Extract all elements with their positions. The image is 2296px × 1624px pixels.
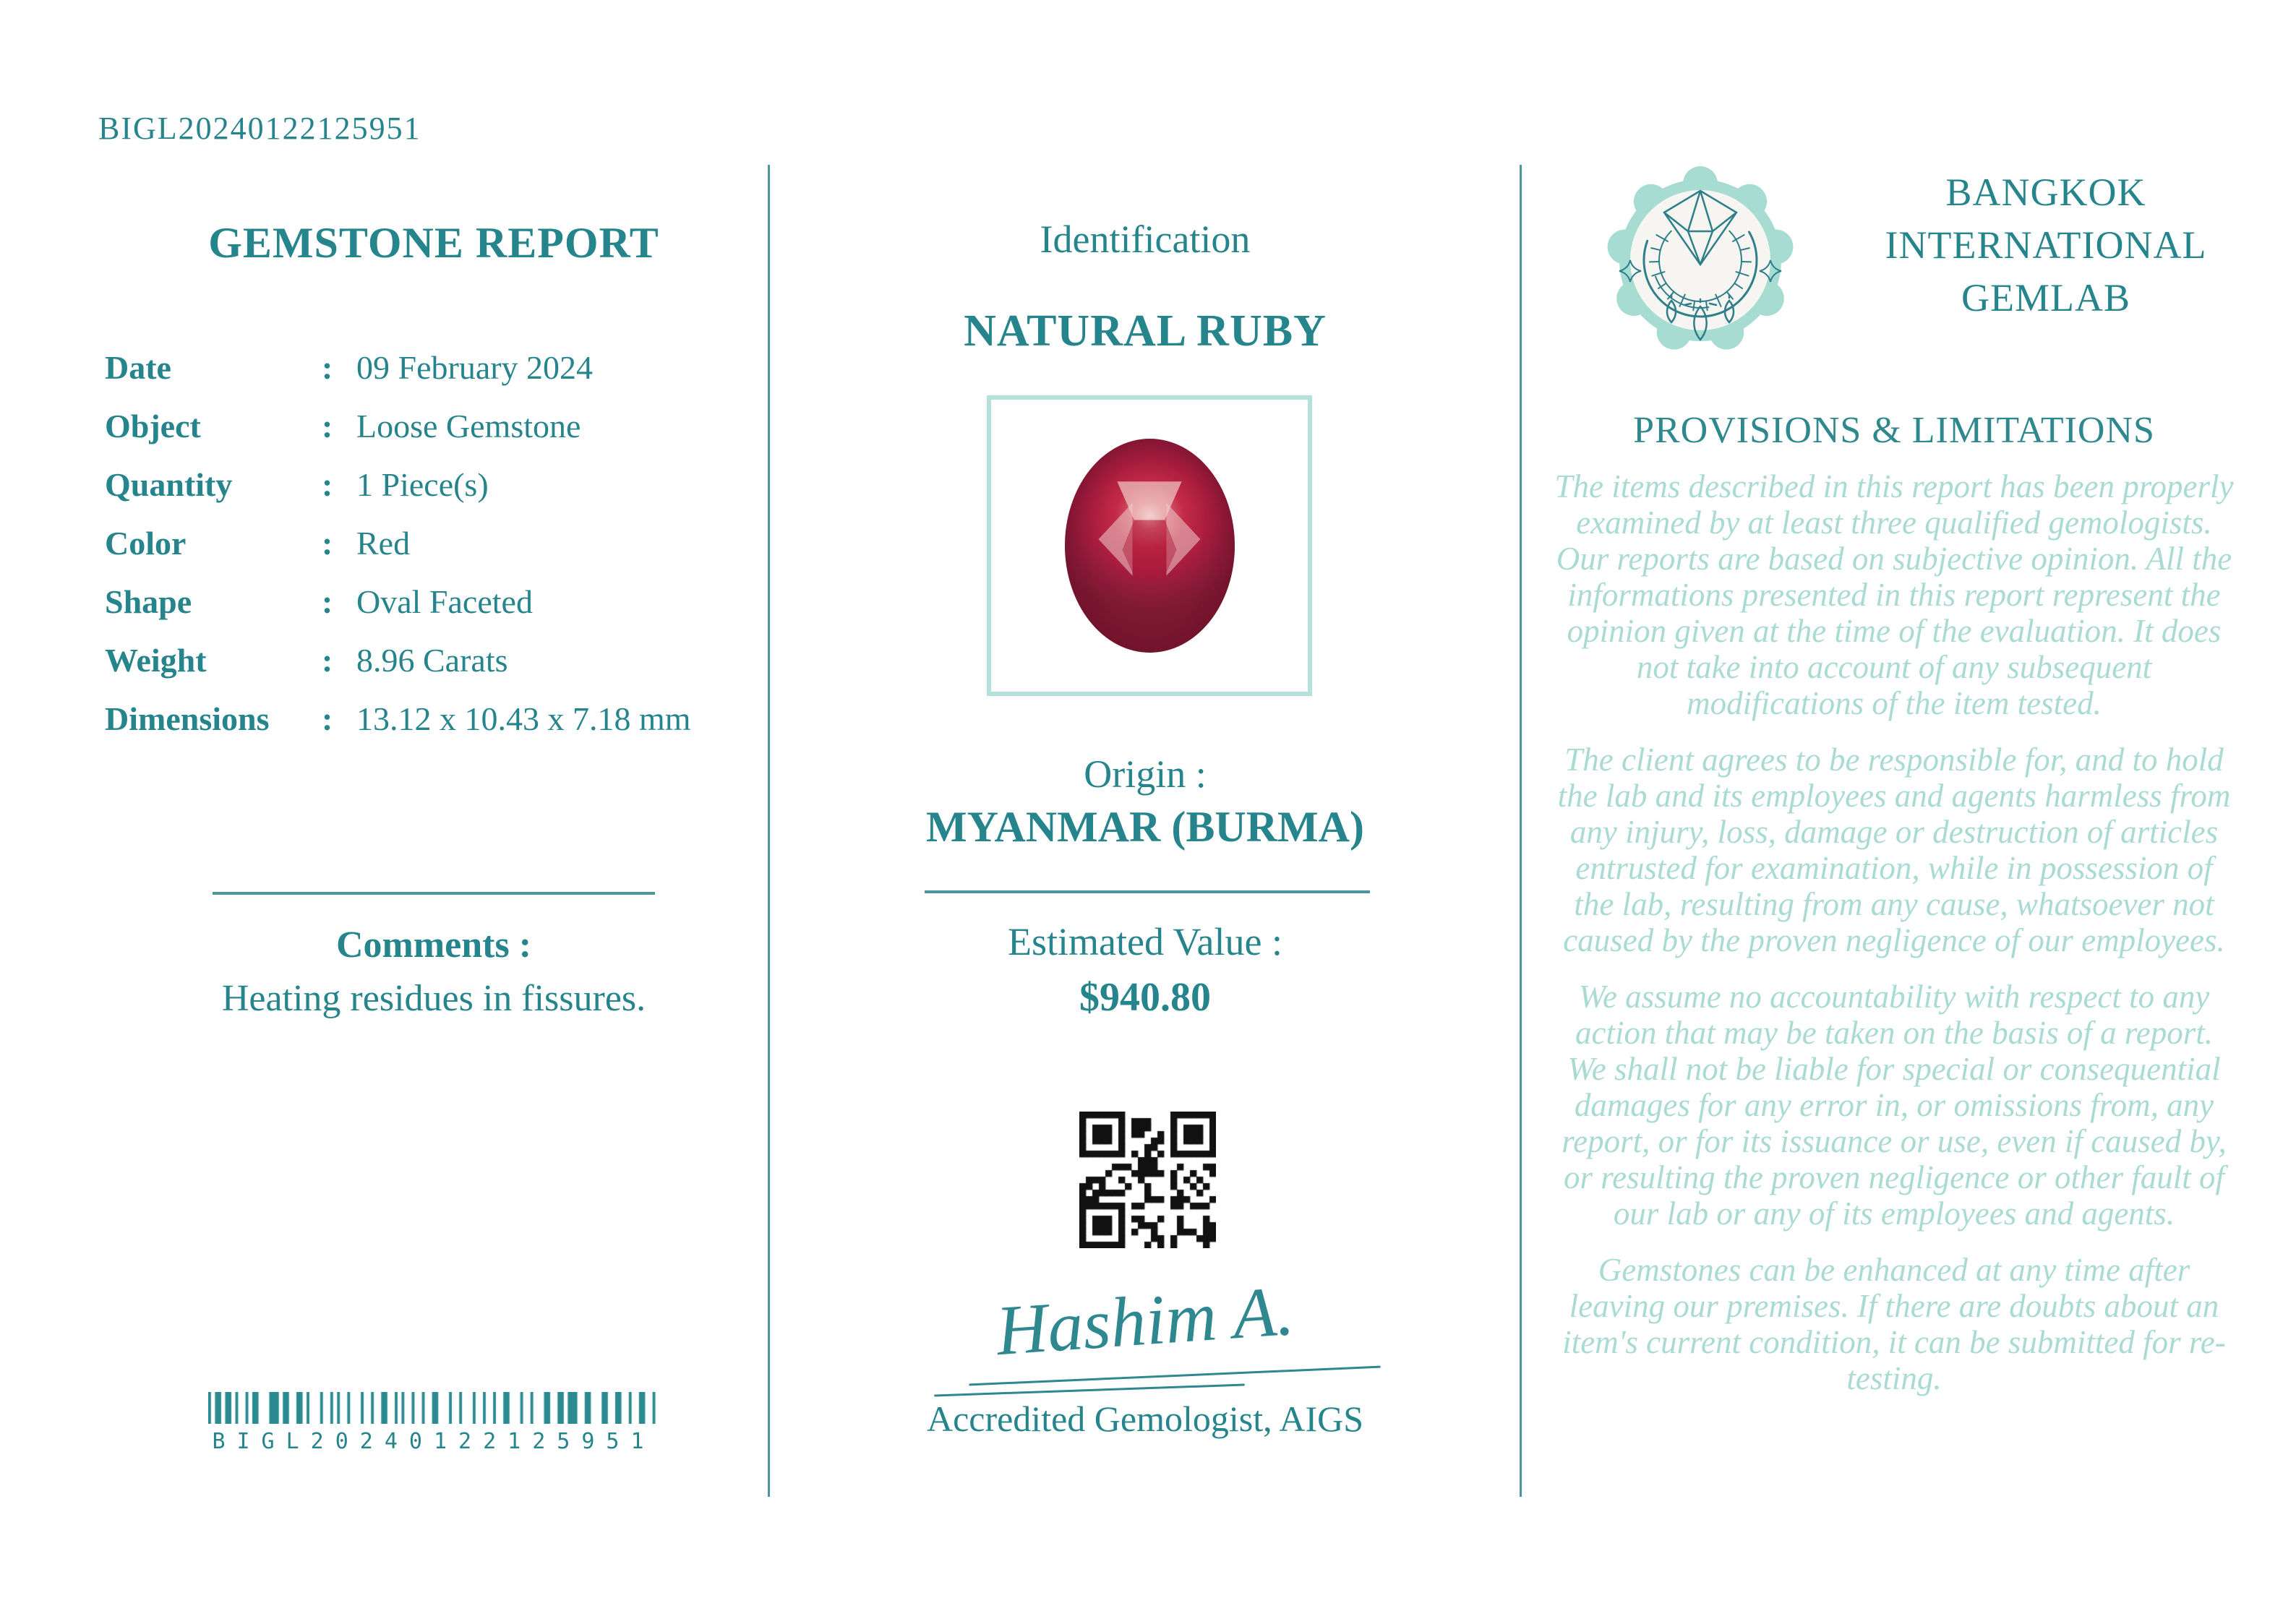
field-colon: : [322,642,333,679]
field-label: Color [105,525,187,562]
field-row-color [105,514,748,572]
gem-inclusion-spot [1065,439,1084,453]
lab-logo [1606,166,1794,354]
field-row-dimensions [105,689,748,748]
provisions-paragraph: We assume no accountability with respect to any action that may be taken on the basis of a report. We shall not be liable for special or consequential damages for any error in, or omissions from, any report, or for its issuance or use, even if caused by, or resulting the proven negligence or other fault of our lab or any of its employees and agents. [1562,979,2227,1232]
report-fields [105,338,748,748]
comments-divider [213,892,655,895]
provisions-paragraph: The client agrees to be responsible for, and to hold the lab and its employees and agents harmless from any injury, loss, damage or destruction of articles entrusted for examination, while in possession of the lab, resulting from any cause, whatsoever not caused by the proven negligence of our employees. [1557,742,2231,958]
field-row-date [105,338,748,397]
qr-code [1079,1112,1216,1248]
field-label: Shape [105,583,192,620]
provisions-paragraph: Gemstones can be enhanced at any time after leaving our premises. If there are doubts about an item's current condition, it can be submitted for re-testing. [1562,1252,2226,1396]
gemstone-photo [1065,439,1235,653]
estimated-value-label: Estimated Value : [1008,920,1282,963]
lab-name-line: BANGKOK [1945,171,2146,214]
lab-name-line: INTERNATIONAL [1885,223,2207,267]
lab-name [1836,166,2256,325]
provisions-heading: PROVISIONS & LIMITATIONS [1633,410,2155,451]
gemstone-photo-frame [987,395,1312,696]
logo-inner-disc [1630,190,1770,330]
field-colon: : [322,349,333,386]
field-row-quantity [105,455,748,514]
comments-text: Heating residues in fissures. [221,978,646,1019]
gem-facet [1065,439,1235,653]
report-title: GEMSTONE REPORT [208,219,659,267]
field-row-object [105,397,748,455]
provisions-paragraphs [1554,468,2234,1417]
field-label: Date [105,349,171,386]
origin-label: Origin : [1084,752,1207,796]
field-value: 1 Piece(s) [356,466,489,503]
estimated-value-amount: $940.80 [1079,975,1211,1020]
estimated-value-divider [925,890,1370,893]
comments-label: Comments : [335,924,532,966]
field-label: Weight [105,642,207,679]
field-colon: : [322,466,333,503]
barcode-bars [208,1392,659,1424]
field-value: 09 February 2024 [356,349,594,386]
field-row-shape [105,572,748,631]
field-value: 13.12 x 10.43 x 7.18 mm [356,700,691,737]
field-colon: : [322,583,333,620]
field-colon: : [322,408,333,444]
field-value: Loose Gemstone [356,408,581,444]
field-colon: : [322,700,333,737]
field-label: Quantity [105,466,233,503]
field-label: Dimensions [105,700,270,737]
identification-heading: Identification [1040,218,1251,261]
field-row-weight [105,631,748,689]
field-value: Oval Faceted [356,583,533,620]
provisions-paragraph: The items described in this report has been properly examined by at least three qualified gemologists. Our reports are based on subjective opinion. All the informations presented in this report represent the opinion given at the time of the evaluation. It does not take into account of any subsequent modifications of the item tested. [1554,468,2234,721]
gemologist-signature: Hashim A. [993,1271,1297,1371]
stone-name: NATURAL RUBY [964,306,1327,356]
signature-flourish-line [934,1383,1245,1396]
signer-title: Accredited Gemologist, AIGS [926,1399,1364,1439]
barcode [208,1392,659,1454]
origin-value: MYANMAR (BURMA) [925,803,1364,851]
report-serial-number: BIGL20240122125951 [98,111,421,146]
field-value: Red [356,525,411,562]
field-label: Object [105,408,201,444]
field-value: 8.96 Carats [356,642,508,679]
field-colon: : [322,525,333,562]
lab-name-line: GEMLAB [1961,276,2130,319]
barcode-text: BIGL20240122125951 [212,1429,656,1454]
